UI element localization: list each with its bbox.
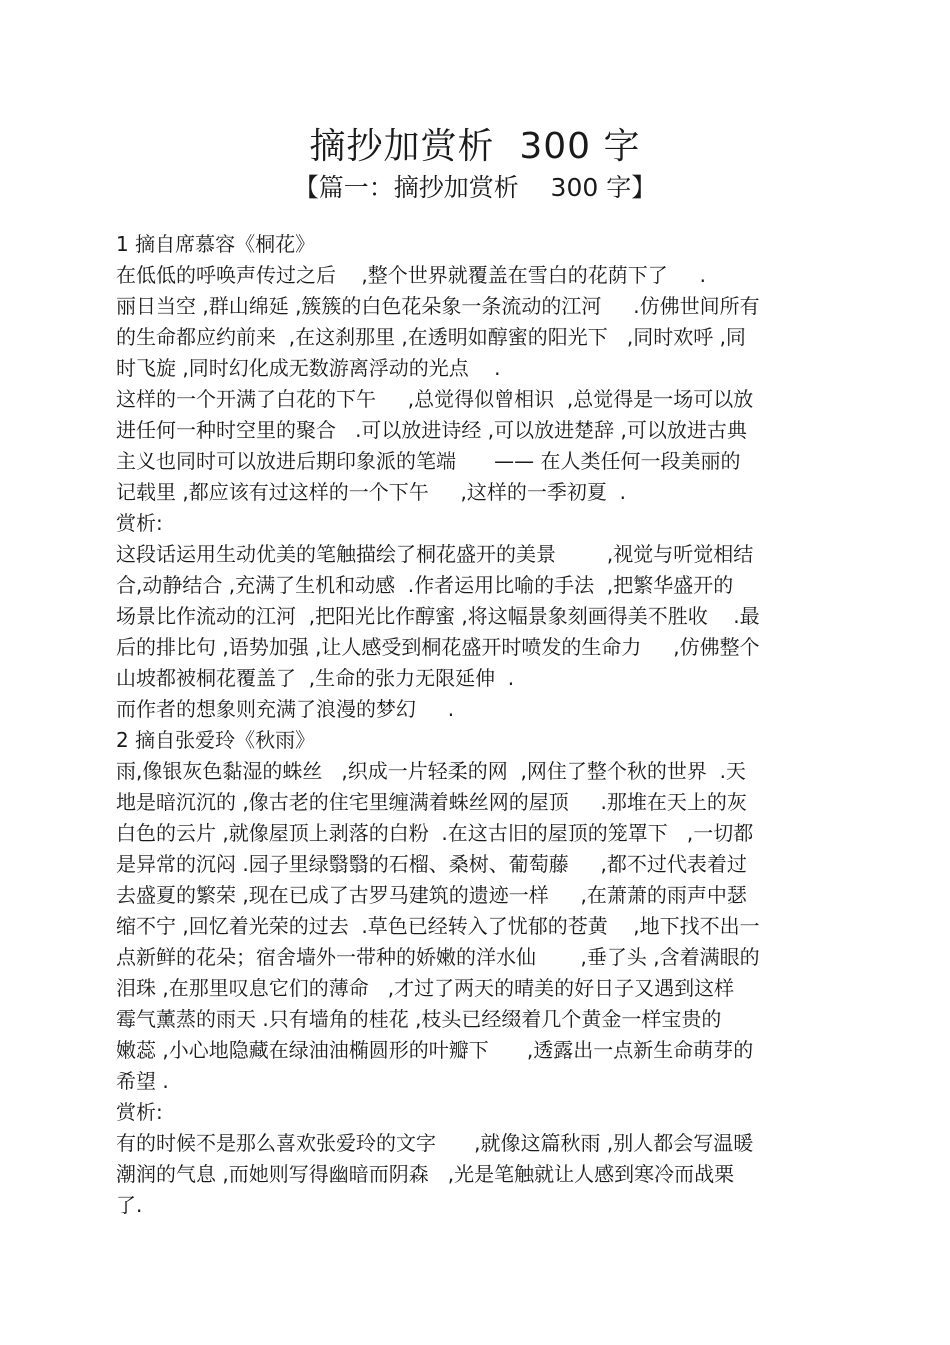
- text-line: 丽日当空 ,群山绵延 ,簇簇的白色花朵象一条流动的江河 .仿佛世间所有: [116, 294, 760, 318]
- text-line: 主义也同时可以放进后期印象派的笔端 —— 在人类任何一段美丽的: [116, 449, 741, 473]
- text-line: 这样的一个开满了白花的下午 ,总觉得似曾相识 ,总觉得是一场可以放: [116, 387, 754, 411]
- text-line: 潮润的气息 ,而她则写得幽暗而阴森 ,光是笔触就让人感到寒冷而战栗: [116, 1162, 735, 1186]
- text-line: 赏析:: [116, 1100, 163, 1124]
- text-line: 的生命都应约前来 ,在这刹那里 ,在透明如醇蜜的阳光下 ,同时欢呼 ,同: [116, 325, 746, 349]
- text-line: 记载里 ,都应该有过这样的一个下午 ,这样的一季初夏 .: [116, 480, 626, 504]
- text-line: 1 摘自席慕容《桐花》: [116, 232, 316, 256]
- text-line: 缩不宁 ,回忆着光荣的过去 .草色已经转入了忧郁的苍黄 ,地下找不出一: [116, 914, 760, 938]
- text-line: 泪珠 ,在那里叹息它们的薄命 ,才过了两天的晴美的好日子又遇到这样: [116, 976, 735, 1000]
- text-line: 赏析:: [116, 511, 163, 535]
- text-line: 在低低的呼唤声传过之后 ,整个世界就覆盖在雪白的花荫下了 .: [116, 263, 706, 287]
- text-line: 白色的云片 ,就像屋顶上剥落的白粉 .在这古旧的屋顶的笼罩下 ,一切都: [116, 821, 754, 845]
- text-line: 2 摘自张爱玲《秋雨》: [116, 728, 316, 752]
- article-body: [116, 229, 836, 1221]
- text-line: 时飞旋 ,同时幻化成无数游离浮动的光点 .: [116, 356, 501, 380]
- text-line: 了.: [116, 1193, 143, 1217]
- text-line: 进任何一种时空里的聚合 .可以放进诗经 ,可以放进楚辞 ,可以放进古典: [116, 418, 747, 442]
- text-line: 合,动静结合 ,充满了生机和动感 .作者运用比喻的手法 ,把繁华盛开的: [116, 573, 734, 597]
- text-line: 地是暗沉沉的 ,像古老的住宅里缠满着蛛丝网的屋顶 .那堆在天上的灰: [116, 790, 747, 814]
- text-line: 雨,像银灰色黏湿的蛛丝 ,织成一片轻柔的网 ,网住了整个秋的世界 .天: [116, 759, 746, 783]
- text-line: 去盛夏的繁荣 ,现在已成了古罗马建筑的遗迹一样 ,在萧萧的雨声中瑟: [116, 883, 747, 907]
- text-line: 点新鲜的花朵；宿舍墙外一带种的娇嫩的洋水仙 ,垂了头 ,含着满眼的: [116, 945, 760, 969]
- text-line: 而作者的想象则充满了浪漫的梦幻 .: [116, 697, 455, 721]
- text-line: 霉气薰蒸的雨天 .只有墙角的桂花 ,枝头已经缀着几个黄金一样宝贵的: [116, 1007, 722, 1031]
- text-line: 希望 .: [116, 1069, 169, 1093]
- text-line: 场景比作流动的江河 ,把阳光比作醇蜜 ,将这幅景象刻画得美不胜收 .最: [116, 604, 760, 628]
- page-title: 摘抄加赏析 300 字: [309, 126, 641, 167]
- section-heading: 【篇一：摘抄加赏析 300 字】: [293, 173, 657, 202]
- text-line: 山坡都被桐花覆盖了 ,生命的张力无限延伸 .: [116, 666, 515, 690]
- text-line: 这段话运用生动优美的笔触描绘了桐花盛开的美景 ,视觉与听觉相结: [116, 542, 754, 566]
- text-line: 嫩蕊 ,小心地隐藏在绿油油椭圆形的叶瓣下 ,透露出一点新生命萌芽的: [116, 1038, 754, 1062]
- text-line: 有的时候不是那么喜欢张爱玲的文字 ,就像这篇秋雨 ,别人都会写温暖: [116, 1131, 754, 1155]
- text-line: 后的排比句 ,语势加强 ,让人感受到桐花盛开时喷发的生命力 ,仿佛整个: [116, 635, 760, 659]
- text-line: 是异常的沉闷 .园子里绿翳翳的石榴、桑树、葡萄藤 ,都不过代表着过: [116, 852, 747, 876]
